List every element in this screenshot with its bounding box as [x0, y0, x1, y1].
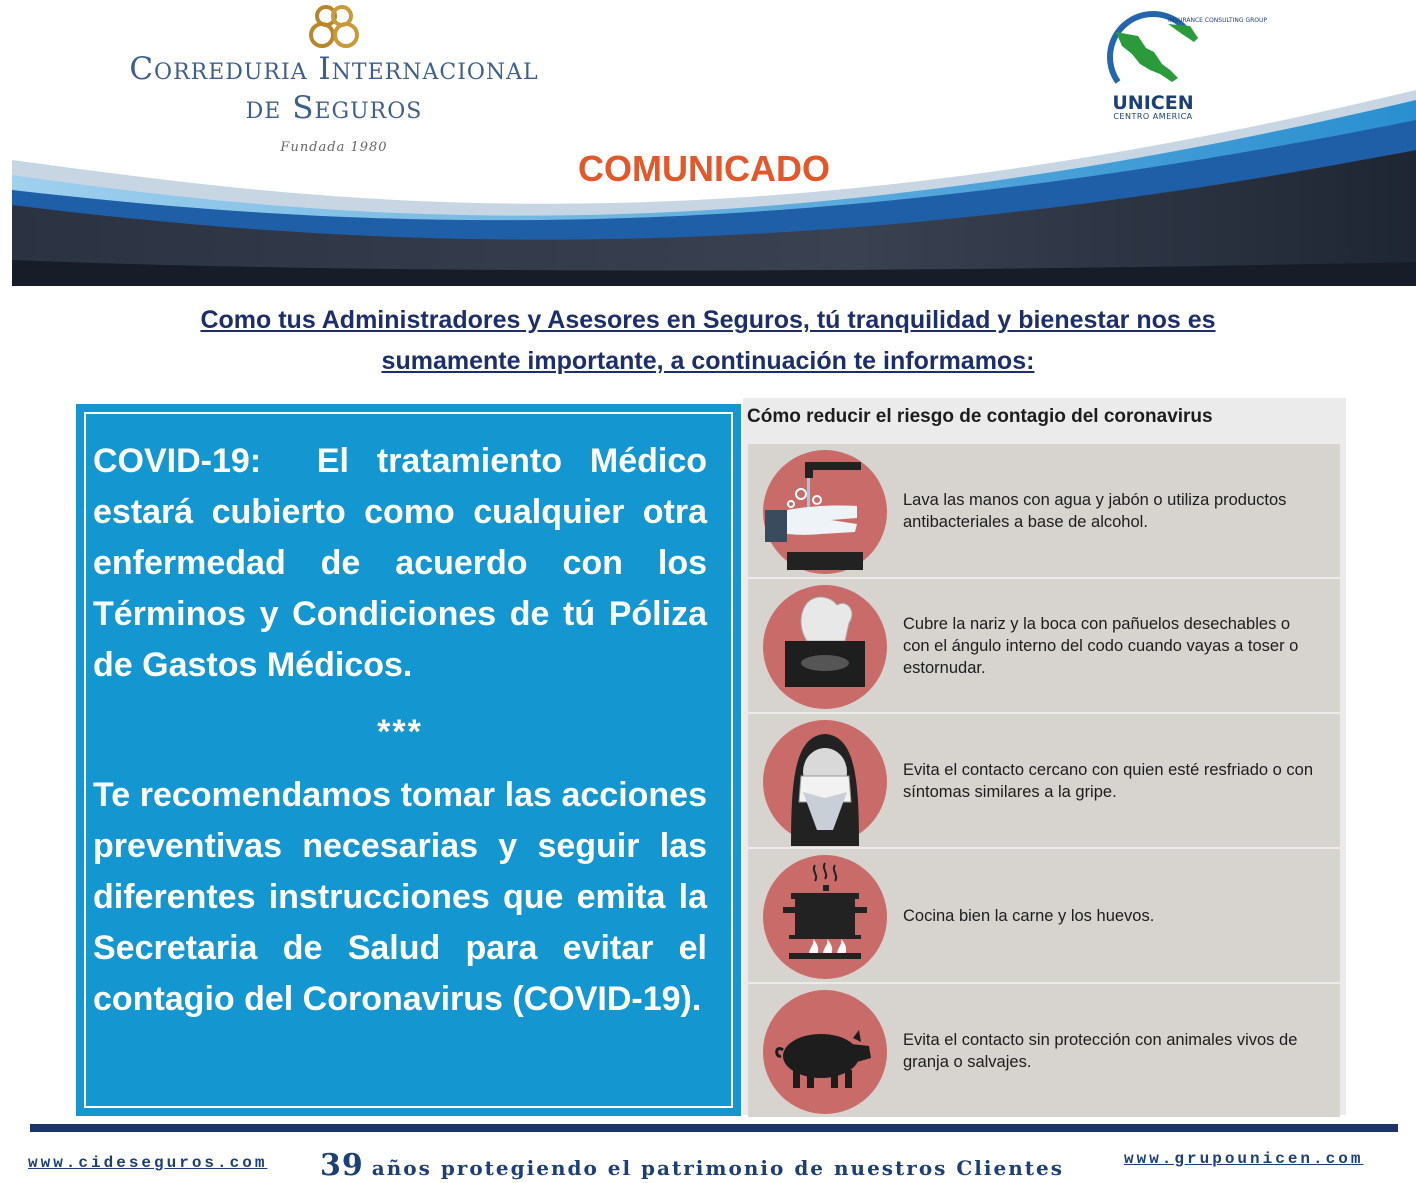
company-tagline: Fundada 1980 [280, 140, 388, 155]
company-logo [94, 4, 574, 155]
partner-ring-text: INSURANCE CONSULTING GROUP [1168, 17, 1268, 24]
footer-divider [30, 1124, 1398, 1132]
cooking-pot-icon [761, 853, 889, 981]
prevention-item-text: Cocina bien la carne y los huevos. [903, 906, 1155, 925]
footer-years: 39 [320, 1148, 364, 1183]
prevention-item-text: Cubre la nariz y la boca con pañuelos desechables o con el ángulo interno del codo cuando vayas a toser o estornudar. [903, 614, 1299, 677]
brand-monogram-icon [304, 4, 364, 50]
tissue-box-icon [761, 583, 889, 711]
notice-text [93, 436, 707, 1025]
unicen-map-icon [1098, 12, 1268, 96]
cideseguros-link[interactable]: www.cideseguros.com [28, 1154, 268, 1172]
pig-icon [761, 988, 889, 1116]
prevention-item [748, 579, 1340, 712]
prevention-list [748, 444, 1340, 1119]
header-banner [12, 0, 1416, 286]
notice-paragraph-1 [93, 436, 707, 691]
prevention-item [748, 714, 1340, 847]
partner-name: UNICEN [1112, 92, 1194, 114]
company-name-line1: Correduria Internacional [129, 51, 539, 87]
footer-slogan-text: años protegiendo el patrimonio de nuestros Clientes [371, 1156, 1064, 1180]
grupounicen-link[interactable]: www.grupounicen.com [1124, 1150, 1364, 1168]
infographic-title: Cómo reducir el riesgo de contagio del coronavirus [747, 406, 1213, 427]
hand-washing-icon [761, 448, 889, 576]
prevention-item-text: Evita el contacto cercano con quien esté resfriado o con síntomas similares a la gripe. [903, 760, 1313, 801]
sick-person-icon [761, 718, 889, 846]
intro-line-2: sumamente importante, a continuación te informamos: [381, 347, 1035, 375]
notice-paragraph-2: Te recomendamos tomar las acciones preventivas necesarias y seguir las diferentes instrucciones que emita la Secretaria de Salud para evitar el contagio del Coronavirus (COVID-19). [93, 776, 707, 1018]
prevention-item [748, 984, 1340, 1117]
footer-slogan [320, 1148, 1100, 1183]
partner-subtitle: CENTRO AMERICA [1113, 112, 1193, 121]
prevention-infographic [743, 398, 1346, 1115]
covid-notice-box [76, 404, 741, 1116]
notice-paragraph-1-body: El tratamiento Médico estará cubierto como cualquier otra enfermedad de acuerdo con los Términos y Condiciones de tú Póliza de Gastos Médicos. [93, 442, 707, 684]
notice-lead: COVID-19: [93, 442, 262, 480]
prevention-item [748, 849, 1340, 982]
page-title: COMUNICADO [578, 148, 830, 189]
intro-line-1: Como tus Administradores y Asesores en Seguros, tú tranquilidad y bienestar nos es [200, 306, 1216, 334]
prevention-item-text: Evita el contacto sin protección con animales vivos de granja o salvajes. [903, 1030, 1298, 1071]
intro-text [100, 300, 1316, 382]
partner-logo [1098, 12, 1268, 124]
prevention-item [748, 444, 1340, 577]
company-name-line2: de Seguros [245, 90, 423, 126]
notice-separator: *** [377, 713, 423, 751]
prevention-item-text: Lava las manos con agua y jabón o utiliza productos antibacteriales a base de alcohol. [903, 490, 1287, 531]
